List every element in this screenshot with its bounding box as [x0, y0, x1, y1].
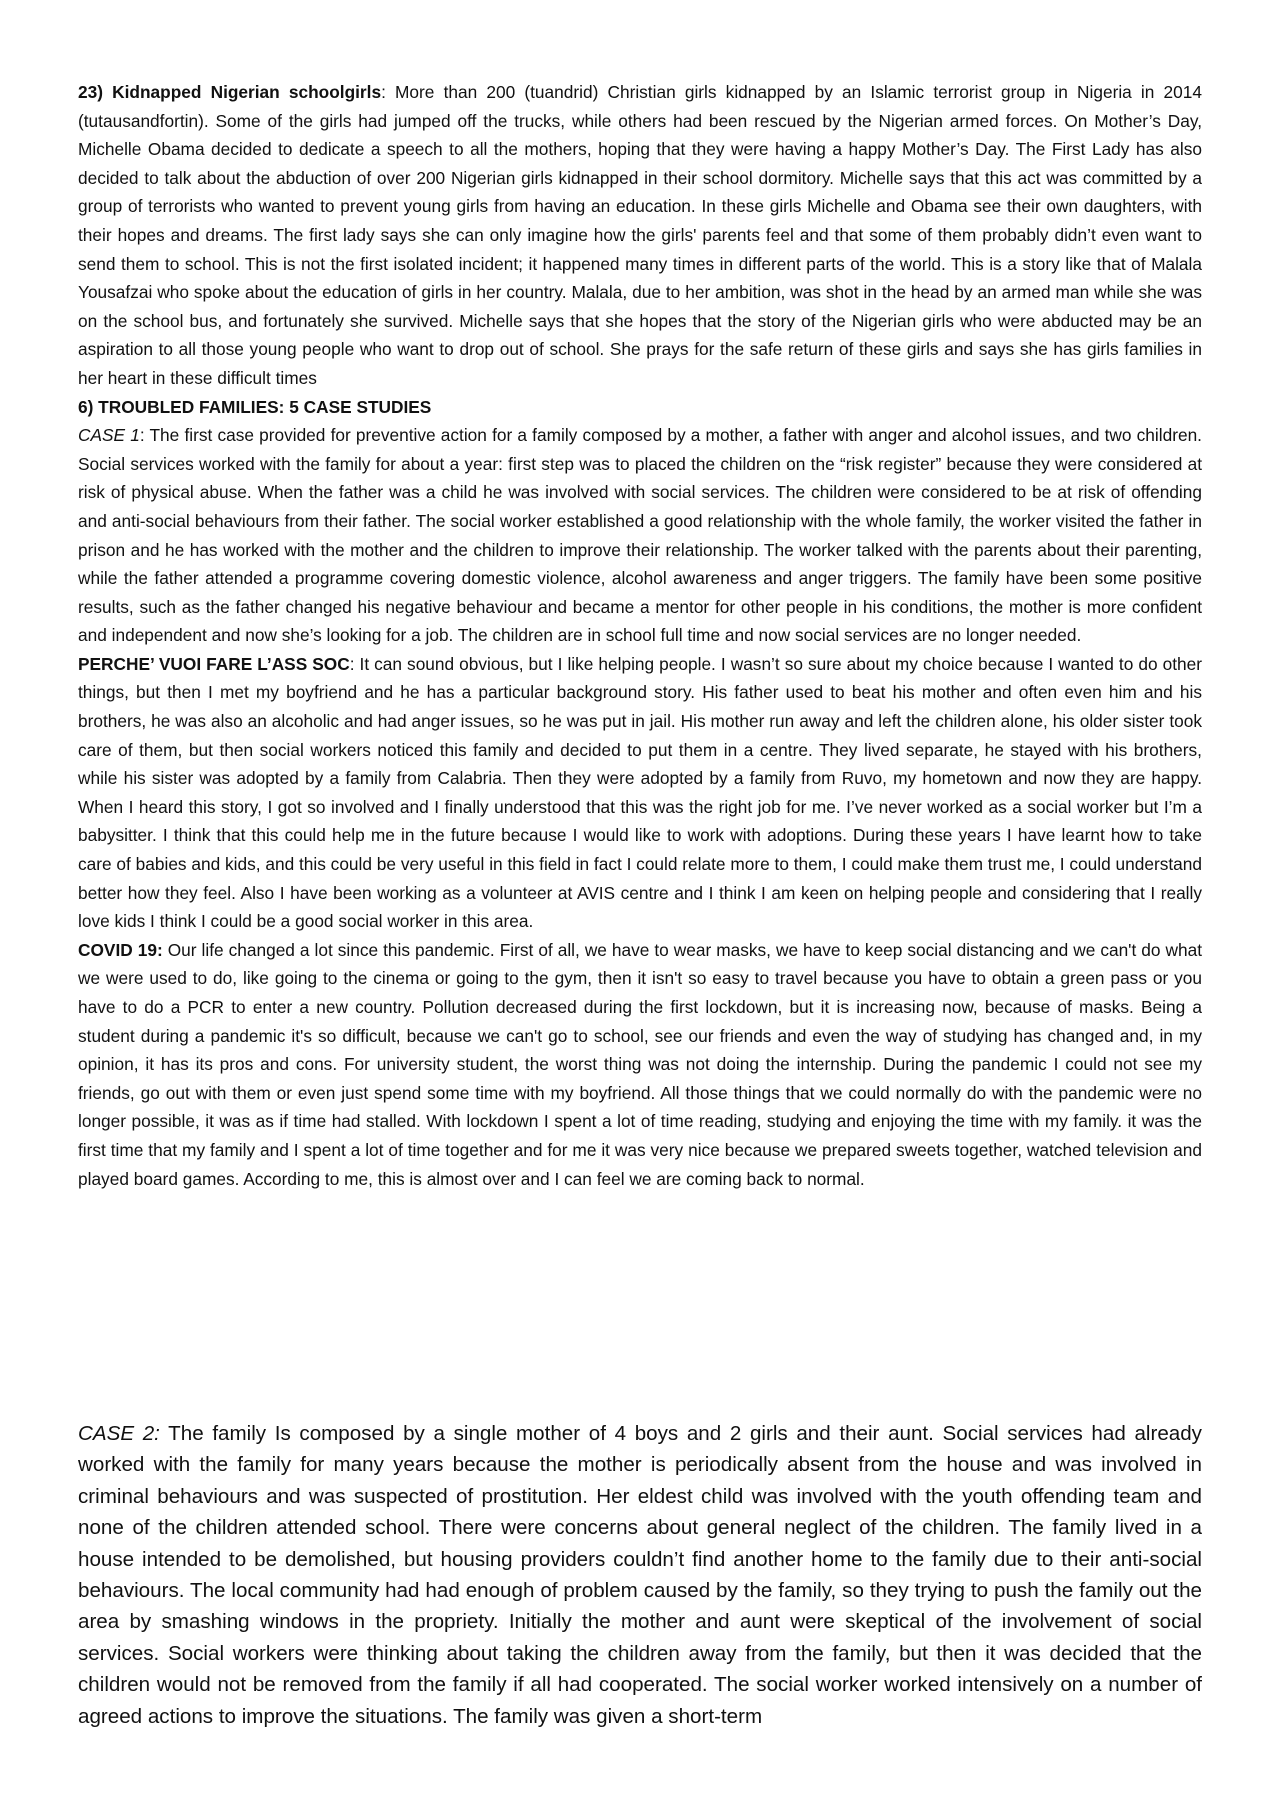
paragraph-covid — [78, 936, 1202, 1193]
section-body-covid: Our life changed a lot since this pandemic. First of all, we have to wear masks, we have to keep social distancing and we can't do what we were used to do, like going to the cinema or going to the gym, then it isn't so easy to travel because you have to obtain a green pass or you have to do a PCR to enter a new country. Pollution decreased during the first lockdown, but it is increasing now, because of masks. Being a student during a pandemic it's so difficult, because we can't go to school, see our friends and even the way of studying has changed and, in my opinion, it has its pros and cons. For university student, the worst thing was not doing the internship. During the pandemic I could not see my friends, go out with them or even just spend some time with my boyfriend. All those things that we could normally do with the pandemic were no longer possible, it was as if time had stalled. With lockdown I spent a lot of time reading, studying and enjoying the time with my family. it was the first time that my family and I spent a lot of time together and for me it was very nice because we prepared sweets together, watched television and played board games. According to me, this is almost over and I can feel we are coming back to normal. — [78, 939, 1202, 1189]
paragraph-case-1 — [78, 421, 1202, 650]
section-body-perche: : It can sound obvious, but I like helping people. I wasn’t so sure about my choice because I wanted to do other things, but then I met my boyfriend and he has a particular background story. His father used to beat his mother and often even him and his brothers, he was also an alcoholic and had anger issues, so he was put in jail. His mother run away and left the children alone, his older sister took care of them, but then social workers noticed this family and decided to put them in a centre. They lived separate, he stayed with his brothers, while his sister was adopted by a family from Calabria. Then they were adopted by a family from Ruvo, my hometown and now they are happy. When I heard this story, I got so involved and I finally understood that this was the right job for me. I’ve never worked as a social worker but I’m a babysitter. I think that this could help me in the future because I would like to work with adoptions. During these years I have learnt how to take care of babies and kids, and this could be very useful in this field in fact I could relate more to them, I could make them trust me, I could understand better how they feel. Also I have been working as a volunteer at AVIS centre and I think I am keen on helping people and considering that I really love kids I think I could be a good social worker in this area. — [78, 653, 1202, 932]
heading-troubled-families: 6) TROUBLED FAMILIES: 5 CASE STUDIES — [78, 396, 432, 417]
section-body-nigerian-schoolgirls: : More than 200 (tuandrid) Christian girls kidnapped by an Islamic terrorist group in Nigeria in 2014 (tutausandfortin). Some of the girls had jumped off the trucks, while others had been rescued by the Nigerian armed forces. On Mother’s Day, Michelle Obama decided to dedicate a speech to all the mothers, hoping that they were having a happy Mother’s Day. The First Lady has also decided to talk about the abduction of over 200 Nigerian girls kidnapped in their school dormitory. Michelle says that this act was committed by a group of terrorists who wanted to prevent young girls from having an education. In these girls Michelle and Obama see their own daughters, with their hopes and dreams. The first lady says she can only imagine how the girls' parents feel and that some of them probably didn’t even want to send them to school. This is not the first isolated incident; it happened many times in different parts of the world. This is a story like that of Malala Yousafzai who spoke about the education of girls in her country. Malala, due to her ambition, was shot in the head by an armed man while she was on the school bus, and fortunately she survived. Michelle says that she hopes that the story of the Nigerian girls who were abducted may be an aspiration to all those young people who want to drop out of school. She prays for the safe return of these girls and says she has girls families in her heart in these difficult times — [78, 82, 1202, 388]
case-2-body: The family Is composed by a single mother of 4 boys and 2 girls and their aunt. Social services had already worked with the family for many years because the mother is periodically absent from the house and was involved in criminal behaviours and was suspected of prostitution. Her eldest child was involved with the youth offending team and none of the children attended school. There were concerns about general neglect of the children. The family lived in a house intended to be demolished, but housing providers couldn’t find another home to the family due to their anti-social behaviours. The local community had had enough of problem caused by the family, so they trying to push the family out the area by smashing windows in the propriety. Initially the mother and aunt were skeptical of the involvement of social services. Social workers were thinking about taking the children away from the family, but then it was decided that the children would not be removed from the family if all had cooperated. The social worker worked intensively on a number of agreed actions to improve the situations. The family was given a short-term — [78, 1422, 1202, 1728]
section-title-nigerian-schoolgirls: 23) Kidnapped Nigerian schoolgirls — [78, 82, 382, 102]
section-title-covid: COVID 19: — [78, 939, 163, 960]
paragraph-case-2 — [78, 1418, 1202, 1732]
case-1-label: CASE 1 — [78, 425, 140, 446]
section-title-perche: PERCHE’ VUOI FARE L’ASS SOC — [78, 653, 350, 674]
case-2-label: CASE 2: — [78, 1422, 160, 1445]
paragraph-nigerian-schoolgirls — [78, 78, 1202, 393]
document-page — [78, 78, 1202, 1193]
paragraph-perche — [78, 650, 1202, 936]
case-1-body: : The first case provided for preventive action for a family composed by a mother, a father with anger and alcohol issues, and two children. Social services worked with the family for about a year: first step was to placed the children on the “risk register” because they were considered at risk of physical abuse. When the father was a child he was involved with social services. The children were considered to be at risk of offending and anti-social behaviours from their father. The social worker established a good relationship with the whole family, the worker visited the father in prison and he has worked with the mother and the children to improve their relationship. The worker talked with the parents about their parenting, while the father attended a programme covering domestic violence, alcohol awareness and anger triggers. The family have been some positive results, such as the father changed his negative behaviour and became a mentor for other people in his conditions, the mother is more confident and independent and now she’s looking for a job. The children are in school full time and now social services are no longer needed. — [78, 425, 1202, 646]
